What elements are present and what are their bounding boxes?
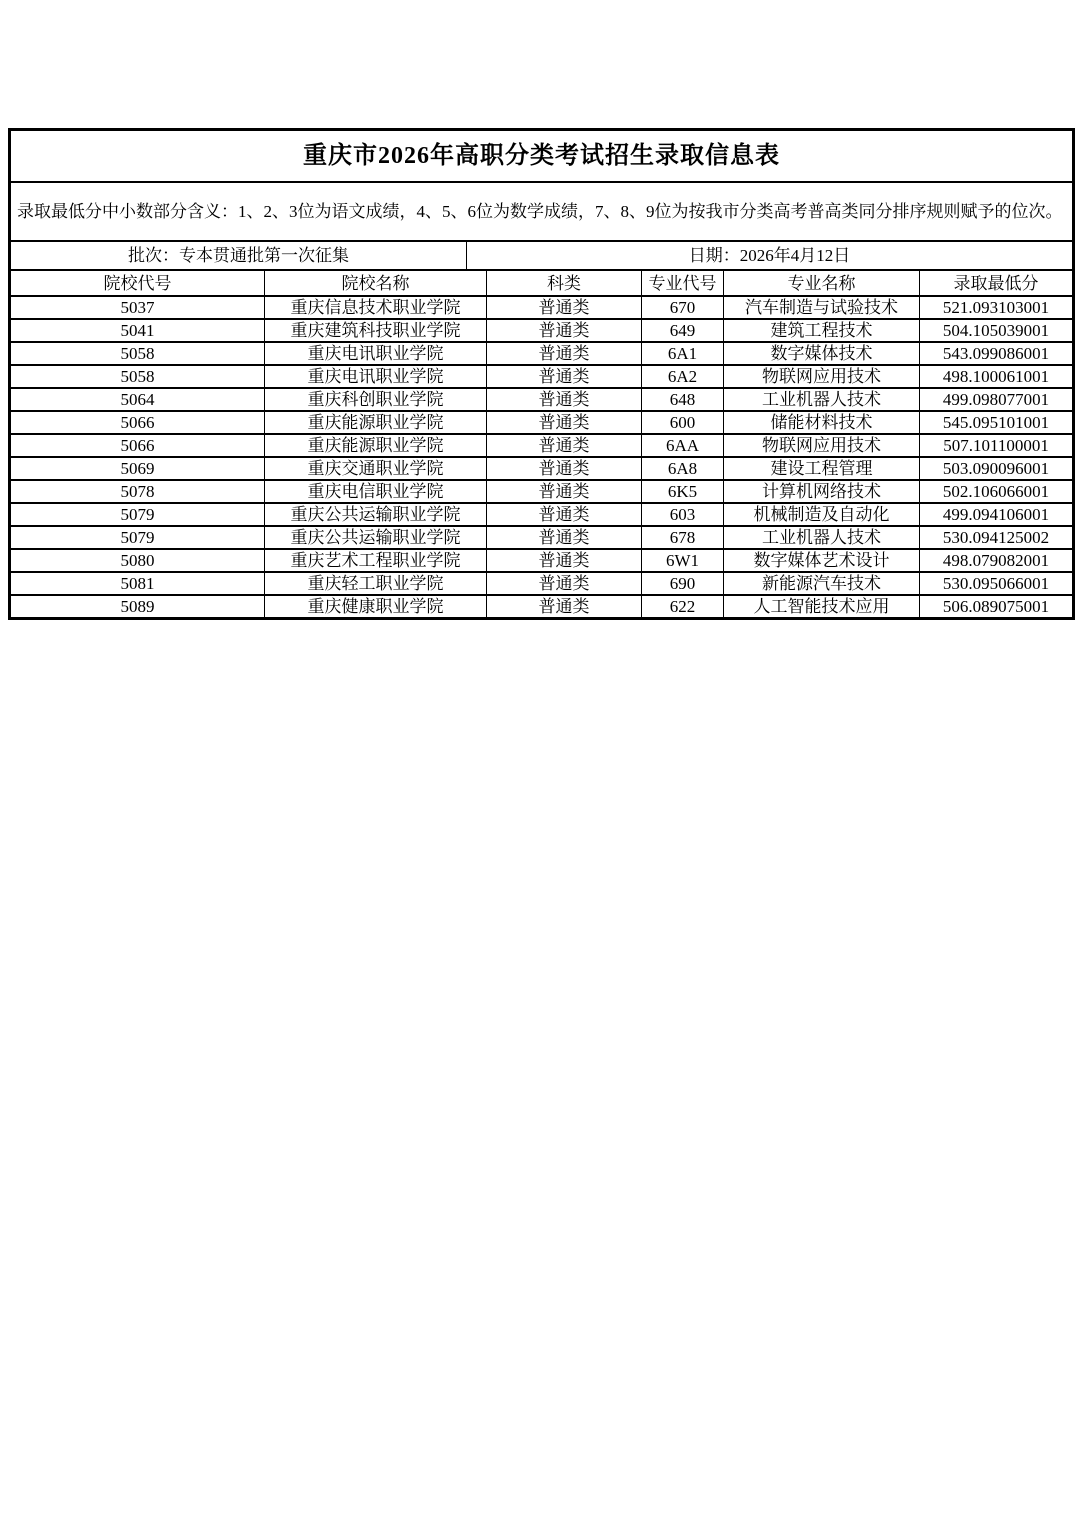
college-code-cell: 5080 [10,549,265,572]
records-body [10,296,1074,619]
major-code-cell: 649 [642,319,724,342]
major-code-cell: 690 [642,572,724,595]
college-name-cell: 重庆电讯职业学院 [265,365,487,388]
college-code-cell: 5037 [10,296,265,319]
subject-category-cell: 普通类 [487,411,642,434]
major-code-cell: 6A1 [642,342,724,365]
college-name-cell: 重庆电信职业学院 [265,480,487,503]
college-name-cell: 重庆能源职业学院 [265,434,487,457]
col-header-major-name: 专业名称 [724,270,920,296]
major-name-cell: 工业机器人技术 [724,388,920,411]
min-score-cell: 498.079082001 [920,549,1074,572]
col-header-subject-category: 科类 [487,270,642,296]
col-header-college-name: 院校名称 [265,270,487,296]
college-code-cell: 5079 [10,526,265,549]
major-name-cell: 人工智能技术应用 [724,595,920,619]
subject-category-cell: 普通类 [487,319,642,342]
major-code-cell: 600 [642,411,724,434]
min-score-cell: 499.094106001 [920,503,1074,526]
college-code-cell: 5066 [10,411,265,434]
major-code-cell: 6A8 [642,457,724,480]
college-name-cell: 重庆轻工职业学院 [265,572,487,595]
major-code-cell: 6AA [642,434,724,457]
min-score-cell: 530.094125002 [920,526,1074,549]
subject-category-cell: 普通类 [487,480,642,503]
min-score-cell: 498.100061001 [920,365,1074,388]
subject-category-cell: 普通类 [487,572,642,595]
min-score-cell: 507.101100001 [920,434,1074,457]
table-row [10,342,1074,365]
table-row [10,411,1074,434]
major-code-cell: 603 [642,503,724,526]
college-code-cell: 5041 [10,319,265,342]
major-name-cell: 数字媒体技术 [724,342,920,365]
major-code-cell: 6K5 [642,480,724,503]
note-row [10,182,1074,241]
table-header-row [10,270,1074,296]
score-note-text: 录取最低分中小数部分含义：1、2、3位为语文成绩，4、5、6位为数学成绩，7、8、9位为按我市分类高考普高类同分排序规则赋予的位次。 [10,182,1074,241]
major-name-cell: 储能材料技术 [724,411,920,434]
admission-info-table [8,128,1075,620]
college-code-cell: 5078 [10,480,265,503]
major-code-cell: 670 [642,296,724,319]
college-name-cell: 重庆信息技术职业学院 [265,296,487,319]
major-name-cell: 建设工程管理 [724,457,920,480]
table-row [10,526,1074,549]
major-name-cell: 新能源汽车技术 [724,572,920,595]
table-row [10,572,1074,595]
min-score-cell: 545.095101001 [920,411,1074,434]
major-name-cell: 汽车制造与试验技术 [724,296,920,319]
college-name-cell: 重庆公共运输职业学院 [265,503,487,526]
min-score-cell: 521.093103001 [920,296,1074,319]
college-name-cell: 重庆科创职业学院 [265,388,487,411]
subject-category-cell: 普通类 [487,526,642,549]
college-code-cell: 5069 [10,457,265,480]
college-code-cell: 5079 [10,503,265,526]
college-code-cell: 5064 [10,388,265,411]
subject-category-cell: 普通类 [487,434,642,457]
min-score-cell: 499.098077001 [920,388,1074,411]
min-score-cell: 504.105039001 [920,319,1074,342]
min-score-cell: 506.089075001 [920,595,1074,619]
subject-category-cell: 普通类 [487,342,642,365]
min-score-cell: 503.090096001 [920,457,1074,480]
table-row [10,296,1074,319]
batch-label: 批次：专本贯通批第一次征集 [10,241,467,270]
col-header-major-code: 专业代号 [642,270,724,296]
major-name-cell: 计算机网络技术 [724,480,920,503]
table-row [10,457,1074,480]
subject-category-cell: 普通类 [487,296,642,319]
table-row [10,595,1074,619]
subject-category-cell: 普通类 [487,457,642,480]
college-code-cell: 5066 [10,434,265,457]
college-code-cell: 5089 [10,595,265,619]
subject-category-cell: 普通类 [487,388,642,411]
major-name-cell: 物联网应用技术 [724,365,920,388]
date-label: 日期：2026年4月12日 [467,241,1074,270]
college-name-cell: 重庆健康职业学院 [265,595,487,619]
major-code-cell: 6A2 [642,365,724,388]
col-header-college-code: 院校代号 [10,270,265,296]
major-code-cell: 6W1 [642,549,724,572]
col-header-min-score: 录取最低分 [920,270,1074,296]
subject-category-cell: 普通类 [487,595,642,619]
major-name-cell: 建筑工程技术 [724,319,920,342]
table-row [10,480,1074,503]
subject-category-cell: 普通类 [487,365,642,388]
major-name-cell: 机械制造及自动化 [724,503,920,526]
college-name-cell: 重庆艺术工程职业学院 [265,549,487,572]
major-code-cell: 678 [642,526,724,549]
major-code-cell: 648 [642,388,724,411]
major-name-cell: 工业机器人技术 [724,526,920,549]
college-name-cell: 重庆建筑科技职业学院 [265,319,487,342]
min-score-cell: 502.106066001 [920,480,1074,503]
college-name-cell: 重庆能源职业学院 [265,411,487,434]
table-row [10,549,1074,572]
title-row [10,130,1074,183]
meta-row [10,241,1074,270]
college-name-cell: 重庆公共运输职业学院 [265,526,487,549]
college-name-cell: 重庆电讯职业学院 [265,342,487,365]
table-row [10,319,1074,342]
min-score-cell: 543.099086001 [920,342,1074,365]
subject-category-cell: 普通类 [487,503,642,526]
college-code-cell: 5081 [10,572,265,595]
college-code-cell: 5058 [10,365,265,388]
subject-category-cell: 普通类 [487,549,642,572]
major-code-cell: 622 [642,595,724,619]
college-name-cell: 重庆交通职业学院 [265,457,487,480]
major-name-cell: 数字媒体艺术设计 [724,549,920,572]
college-code-cell: 5058 [10,342,265,365]
table-row [10,388,1074,411]
page-title: 重庆市2026年高职分类考试招生录取信息表 [10,130,1074,183]
table-row [10,434,1074,457]
major-name-cell: 物联网应用技术 [724,434,920,457]
table-row [10,503,1074,526]
min-score-cell: 530.095066001 [920,572,1074,595]
table-row [10,365,1074,388]
